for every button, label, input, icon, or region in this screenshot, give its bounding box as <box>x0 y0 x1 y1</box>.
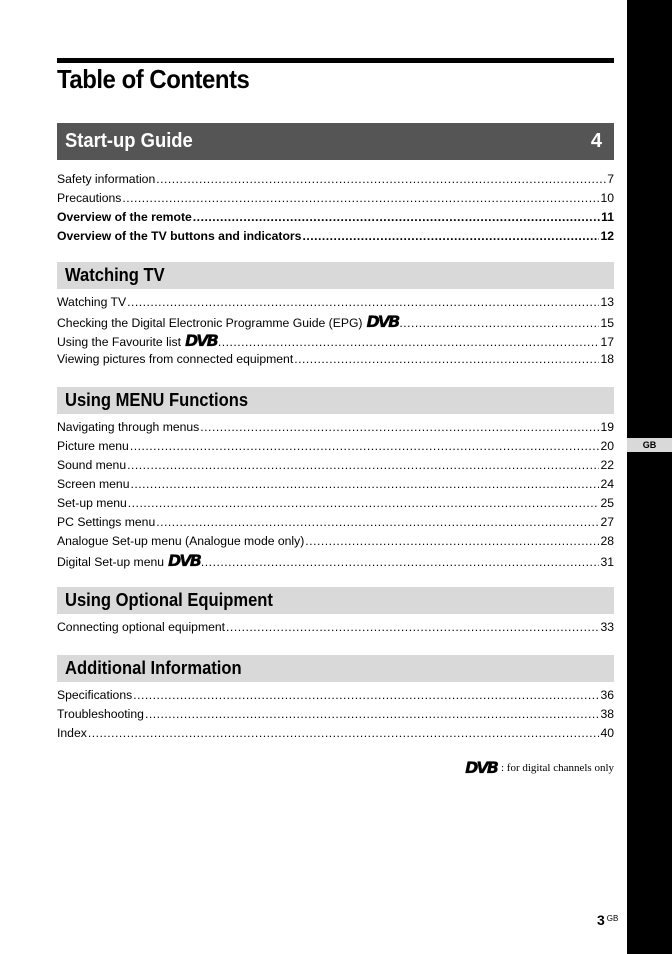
leader-dots <box>131 477 600 491</box>
toc-entry[interactable] <box>57 477 614 496</box>
leader-dots <box>226 620 599 634</box>
toc-list-using-optional-equipment <box>57 620 614 639</box>
leader-dots <box>294 352 599 366</box>
entry-page: 25 <box>600 496 614 510</box>
leader-dots <box>127 295 599 309</box>
footnote-text: : for digital channels only <box>500 762 614 774</box>
toc-entry[interactable] <box>57 314 614 333</box>
entry-page: 33 <box>600 620 614 634</box>
toc-entry[interactable] <box>57 439 614 458</box>
entry-page: 12 <box>600 229 614 243</box>
leader-dots <box>133 688 599 702</box>
toc-list-using-menu-functions <box>57 420 614 572</box>
entry-text: Overview of the remote <box>57 210 192 224</box>
toc-entry[interactable] <box>57 688 614 707</box>
dvb-icon: DVB <box>184 331 217 350</box>
toc-list-start-up-guide <box>57 172 614 248</box>
page-title: Table of Contents <box>57 64 250 94</box>
toc-entry[interactable] <box>57 620 614 639</box>
entry-page: 36 <box>600 688 614 702</box>
side-tab-label: GB <box>627 438 672 452</box>
section-label: Watching TV <box>65 265 165 285</box>
entry-page: 13 <box>600 295 614 309</box>
leader-dots <box>399 316 599 330</box>
entry-page: 11 <box>601 210 614 224</box>
entry-text: Set-up menu <box>57 496 127 510</box>
entry-page: 19 <box>600 420 614 434</box>
entry-page: 24 <box>600 477 614 491</box>
entry-text: Using the Favourite list <box>57 335 181 349</box>
toc-entry[interactable] <box>57 229 614 248</box>
leader-dots <box>302 229 599 243</box>
leader-dots <box>127 458 599 472</box>
entry-page: 40 <box>600 726 614 740</box>
entry-text: Digital Set-up menu <box>57 555 165 569</box>
toc-entry[interactable] <box>57 458 614 477</box>
leader-dots <box>218 335 600 349</box>
dvb-icon: DVB <box>465 758 497 777</box>
leader-dots <box>200 420 599 434</box>
section-label: Start-up Guide <box>65 130 193 152</box>
entry-page: 18 <box>600 352 614 366</box>
toc-entry[interactable] <box>57 352 614 371</box>
toc-entry[interactable] <box>57 295 614 314</box>
entry-text: Analogue Set-up menu (Analogue mode only) <box>57 534 305 548</box>
entry-page: 38 <box>600 707 614 721</box>
dvb-footnote <box>461 760 614 776</box>
section-header-start-up-guide[interactable] <box>57 123 614 160</box>
entry-page: 10 <box>600 191 614 205</box>
toc-entry[interactable] <box>57 333 614 352</box>
top-rule <box>57 58 614 63</box>
section-label: Additional Information <box>65 658 242 678</box>
entry-text: Screen menu <box>57 477 130 491</box>
leader-dots <box>128 496 600 510</box>
toc-entry[interactable] <box>57 553 614 572</box>
entry-page: 20 <box>600 439 614 453</box>
entry-page: 15 <box>600 316 614 330</box>
entry-text: Safety information <box>57 172 156 186</box>
entry-page: 17 <box>600 335 614 349</box>
page-number-value: 3 <box>597 912 605 928</box>
toc-entry[interactable] <box>57 515 614 534</box>
leader-dots <box>156 172 606 186</box>
section-label: Using Optional Equipment <box>65 590 273 610</box>
leader-dots <box>193 210 600 224</box>
toc-entry[interactable] <box>57 496 614 515</box>
leader-dots <box>145 707 599 721</box>
leader-dots <box>122 191 599 205</box>
toc-entry[interactable] <box>57 191 614 210</box>
toc-entry[interactable] <box>57 707 614 726</box>
leader-dots <box>156 515 599 529</box>
entry-text: Checking the Digital Electronic Programme Guide (EPG) <box>57 316 363 330</box>
dvb-icon: DVB <box>366 312 399 331</box>
entry-text: PC Settings menu <box>57 515 156 529</box>
entry-text: Navigating through menus <box>57 420 200 434</box>
entry-page: 22 <box>600 458 614 472</box>
entry-page: 31 <box>600 555 614 569</box>
toc-entry[interactable] <box>57 534 614 553</box>
leader-dots <box>201 555 600 569</box>
side-tab <box>627 0 672 954</box>
section-header-using-optional-equipment[interactable] <box>57 587 614 614</box>
entry-page: 7 <box>607 172 614 186</box>
entry-text: Overview of the TV buttons and indicators <box>57 229 302 243</box>
toc-entry[interactable] <box>57 420 614 439</box>
page-number-suffix: GB <box>606 914 619 923</box>
dvb-icon: DVB <box>168 551 200 570</box>
entry-text: Specifications <box>57 688 133 702</box>
entry-text: Watching TV <box>57 295 127 309</box>
toc-list-watching-tv <box>57 295 614 371</box>
toc-list-additional-information <box>57 688 614 745</box>
leader-dots <box>305 534 599 548</box>
section-page: 4 <box>590 130 602 152</box>
toc-entry[interactable] <box>57 210 614 229</box>
section-header-watching-tv[interactable] <box>57 262 614 289</box>
entry-text: Picture menu <box>57 439 129 453</box>
entry-text: Troubleshooting <box>57 707 144 721</box>
toc-entry[interactable] <box>57 726 614 745</box>
entry-page: 27 <box>600 515 614 529</box>
section-header-additional-information[interactable] <box>57 655 614 682</box>
page-number <box>597 912 618 928</box>
entry-text: Connecting optional equipment <box>57 620 226 634</box>
leader-dots <box>88 726 600 740</box>
entry-text: Index <box>57 726 87 740</box>
section-label: Using MENU Functions <box>65 390 249 410</box>
section-header-using-menu-functions[interactable] <box>57 387 614 414</box>
entry-text: Sound menu <box>57 458 127 472</box>
entry-page: 28 <box>600 534 614 548</box>
leader-dots <box>130 439 600 453</box>
toc-entry[interactable] <box>57 172 614 191</box>
entry-text: Precautions <box>57 191 122 205</box>
entry-text: Viewing pictures from connected equipment <box>57 352 294 366</box>
